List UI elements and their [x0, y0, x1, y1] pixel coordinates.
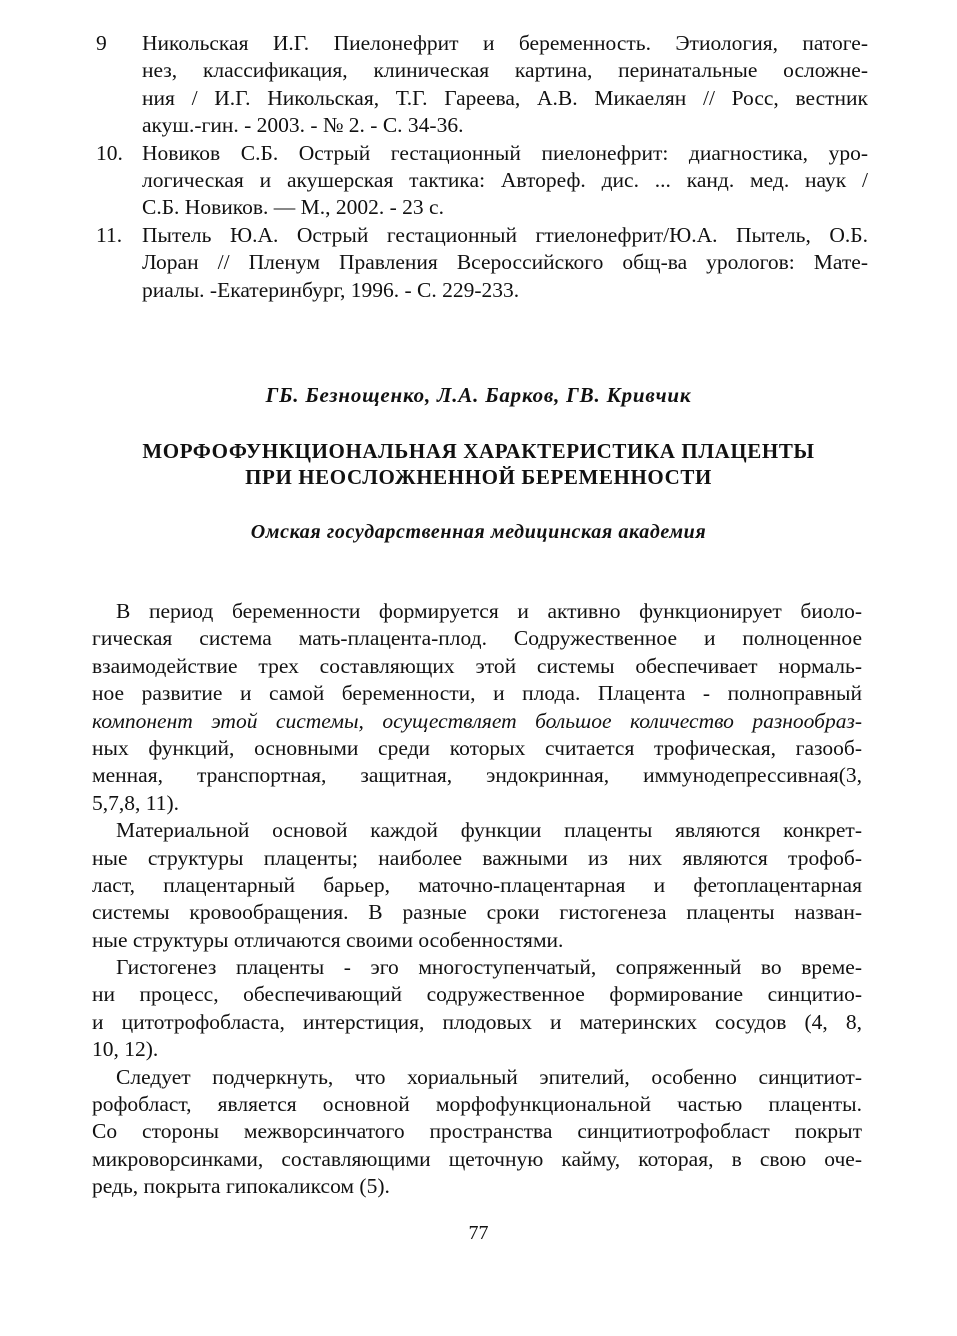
text-line: ные структуры плаценты; наиболее важными из них являются трофоб-: [92, 845, 862, 870]
text-line: рофобласт, является основной морфофункциональной частью плаценты.: [92, 1092, 862, 1117]
text-line: редь, покрыта гипокаликсом (5).: [92, 1174, 390, 1199]
title-line: ПРИ НЕОСЛОЖНЕННОЙ БЕРЕМЕННОСТИ: [245, 465, 712, 489]
reference-text: [142, 140, 868, 222]
article-authors: ГБ. Безнощенко, Л.А. Барков, ГВ. Кривчик: [265, 383, 692, 407]
reference-item: [96, 30, 868, 140]
text-line: 10, 12).: [92, 1037, 159, 1062]
reference-text: [142, 30, 868, 140]
paragraph: [92, 817, 862, 954]
text-line: Новиков С.Б. Острый гестационный пиелонефрит: диагностика, уро-: [142, 140, 868, 165]
text-line: Со стороны межворсинчатого пространства синцитиотрофобласт покрыт: [92, 1119, 862, 1144]
reference-item: [96, 140, 868, 222]
text-line: микроворсинками, составляющими щеточную кайму, которая, в свою оче-: [92, 1146, 862, 1171]
text-line: В период беременности формируется и активно функционирует биоло-: [116, 599, 862, 623]
reference-list: [96, 30, 868, 304]
text-line: системы кровообращения. В разные сроки гистогенеза плаценты назван-: [92, 900, 862, 925]
text-line: 5,7,8, 11).: [92, 790, 179, 815]
text-line: ных функций, основными среди которых считается трофическая, газооб-: [92, 735, 862, 760]
reference-text: [142, 222, 868, 304]
paragraph: [92, 598, 862, 817]
text-line: ные структуры отличаются своими особенностями.: [92, 927, 564, 952]
text-line: ния / И.Г. Никольская, Т.Г. Гареева, А.В. Микаелян // Росс, вестник: [142, 85, 868, 110]
paragraph: [92, 954, 862, 1064]
page-number: 77: [468, 1222, 489, 1244]
text-line: взаимодействие трех составляющих этой системы обеспечивает нормаль-: [92, 653, 862, 678]
text-line: Материальной основой каждой функции плаценты являются конкрет-: [116, 818, 862, 843]
text-line: нез, классификация, клиническая картина, перинатальные осложне-: [142, 58, 868, 83]
text-line: С.Б. Новиков. — М., 2002. - 23 с.: [142, 195, 444, 220]
reference-item: [96, 222, 868, 304]
paragraph: [92, 1064, 862, 1201]
title-line: МОРФОФУНКЦИОНАЛЬНАЯ ХАРАКТЕРИСТИКА ПЛАЦЕНТЫ: [142, 439, 815, 463]
text-line: и цитотрофобласта, интерстиция, плодовых и материнских сосудов (4, 8,: [92, 1009, 862, 1034]
text-line: ни процесс, обеспечивающий содружественное формирование синцитио-: [92, 982, 862, 1007]
text-line: логическая и акушерская тактика: Автореф. дис. ... канд. мед. наук /: [142, 167, 868, 192]
text-line: Пытель Ю.А. Острый гестационный гтиелонефрит/Ю.А. Пытель, О.Б.: [142, 222, 868, 247]
article-affiliation: Омская государственная медицинская академия: [250, 521, 707, 543]
text-line: Гистогенез плаценты - эго многоступенчатый, сопряженный во време-: [116, 955, 862, 980]
text-line: менная, транспортная, защитная, эндокринная, иммунодепрессивная(3,: [92, 763, 862, 788]
text-line: акуш.-гин. - 2003. - № 2. - С. 34-36.: [142, 113, 464, 138]
text-line: риалы. -Екатеринбург, 1996. - С. 229-233.: [142, 277, 520, 302]
reference-number: 9: [96, 31, 107, 55]
text-line: гическая система мать-плацента-плод. Содружественное и полноценное: [92, 626, 862, 651]
text-line: компонент этой системы, осуществляет большое количество разнообраз-: [92, 708, 862, 733]
text-line: ное развитие и самой беременности, и плода. Плацента - полноправный: [92, 681, 862, 706]
article-body: [92, 598, 862, 1201]
text-line: Лоран // Пленум Правления Всероссийского общ-ва урологов: Мате-: [142, 250, 868, 275]
reference-number: 10.: [96, 140, 123, 165]
article-title: [0, 438, 957, 490]
reference-number: 11.: [96, 222, 123, 247]
text-line: Никольская И.Г. Пиелонефрит и беременность. Этиология, патоге-: [142, 31, 868, 55]
text-line: Следует подчеркнуть, что хориальный эпителий, особенно синцитиот-: [116, 1064, 862, 1089]
text-line: ласт, плацентарный барьер, маточно-плацентарная и фетоплацентарная: [92, 872, 862, 897]
